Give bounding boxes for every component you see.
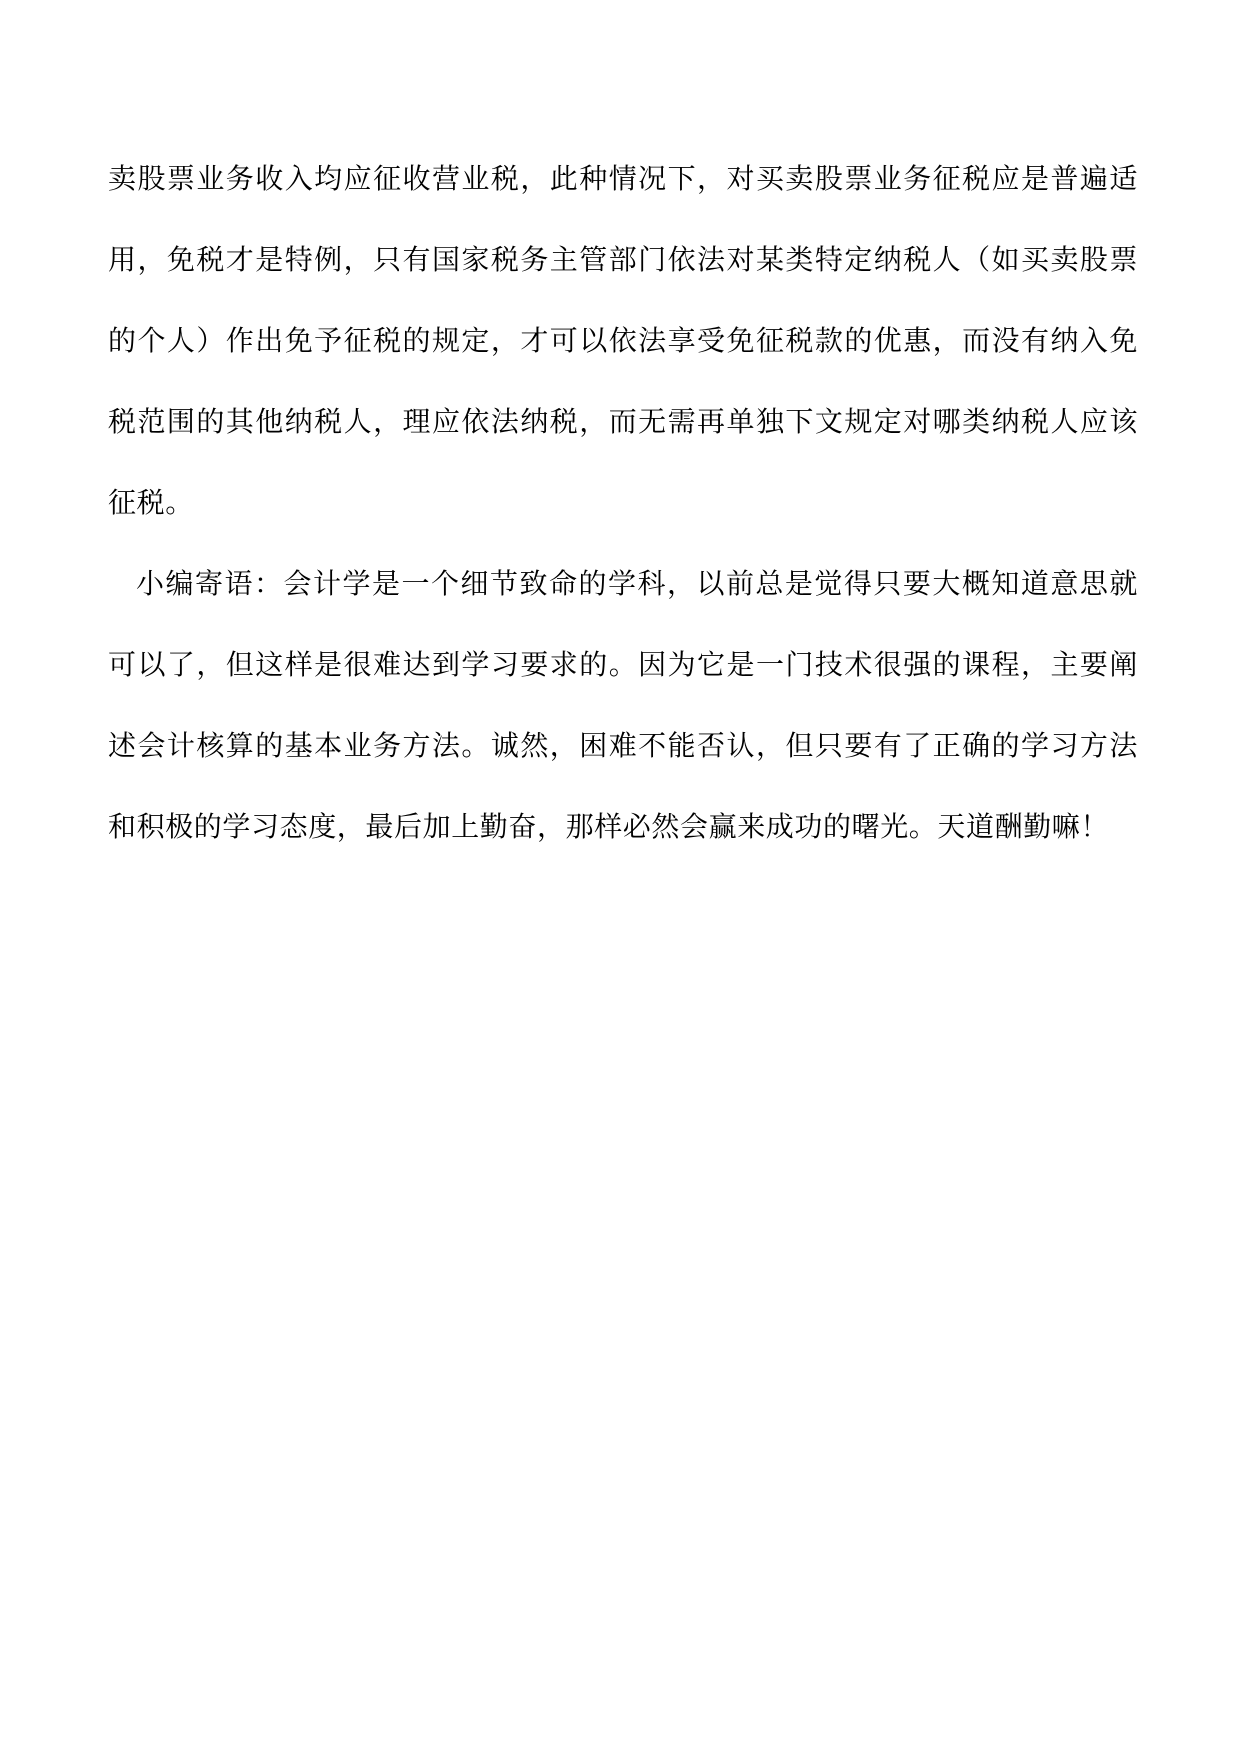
text-line: 卖股票业务收入均应征收营业税，此种情况下，对买卖股票业务征税应是普遍适 bbox=[108, 162, 1138, 195]
text-line: 可以了，但这样是很难达到学习要求的。因为它是一门技术很强的课程，主要阐 bbox=[108, 648, 1138, 681]
text-line: 的个人）作出免予征税的规定，才可以依法享受免征税款的优惠，而没有纳入免 bbox=[108, 324, 1138, 357]
paragraph-tax-discussion bbox=[108, 163, 1138, 519]
text-line: 小编寄语：会计学是一个细节致命的学科，以前总是觉得只要大概知道意思就 bbox=[136, 567, 1138, 600]
text-line: 税范围的其他纳税人，理应依法纳税，而无需再单独下文规定对哪类纳税人应该 bbox=[108, 405, 1138, 438]
text-line: 征税。 bbox=[108, 486, 194, 519]
text-line: 和积极的学习态度，最后加上勤奋，那样必然会赢来成功的曙光。天道酬勤嘛！ bbox=[108, 810, 1110, 843]
text-line: 述会计核算的基本业务方法。诚然，困难不能否认，但只要有了正确的学习方法 bbox=[108, 729, 1138, 762]
document-body bbox=[108, 163, 1138, 892]
paragraph-editor-note bbox=[108, 568, 1138, 843]
text-line: 用，免税才是特例，只有国家税务主管部门依法对某类特定纳税人（如买卖股票 bbox=[108, 243, 1138, 276]
